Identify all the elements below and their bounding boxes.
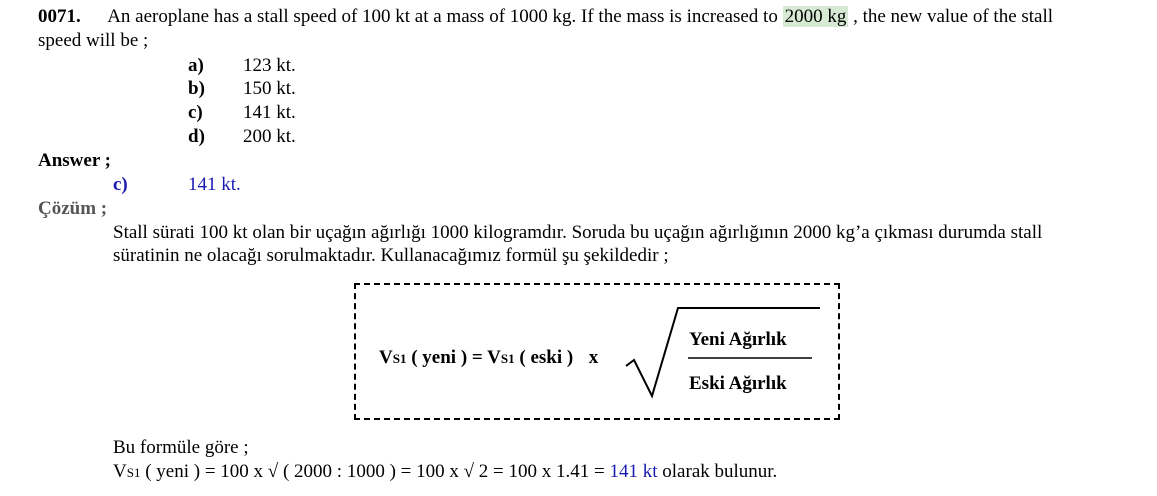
option-a-letter: a)	[188, 55, 204, 76]
option-b-letter: b)	[188, 78, 205, 99]
highlighted-mass: 2000 kg	[784, 6, 847, 27]
question-line-2: speed will be ;	[38, 30, 149, 51]
option-a-text: 123 kt.	[243, 55, 296, 76]
calc-v: V	[113, 461, 127, 482]
formula-v2: V	[487, 347, 501, 368]
solution-label: Çözüm ;	[38, 198, 108, 219]
calc-tail: olarak bulunur.	[657, 461, 778, 482]
question-text: An aeroplane has a stall speed of 100 kt at a mass of 1000 kg. If the mass is increased to	[107, 6, 783, 27]
formula-numerator: Yeni Ağırlık	[689, 329, 787, 350]
question-line-1	[38, 6, 1053, 28]
formula-s1-sub-2: S1	[500, 351, 515, 366]
formula-left	[379, 347, 598, 369]
calc-text: ( yeni ) = 100 x √ ( 2000 : 1000 ) = 100 x √ 2 = 100 x 1.41 =	[140, 461, 610, 482]
calc-s1-sub: S1	[126, 465, 141, 480]
answer-label: Answer ;	[38, 150, 112, 171]
formula-yeni: ( yeni ) =	[411, 347, 483, 368]
option-c-text: 141 kt.	[243, 102, 296, 123]
formula-denominator: Eski Ağırlık	[689, 373, 787, 394]
answer-text: 141 kt.	[188, 174, 241, 195]
question-number: 0071.	[38, 6, 81, 27]
formula-times: x	[588, 347, 599, 368]
option-c-letter: c)	[188, 102, 203, 123]
option-b-text: 150 kt.	[243, 78, 296, 99]
solution-paragraph-line-2: süratinin ne olacağı sorulmaktadır. Kullanacağımız formül şu şekildedir ;	[113, 245, 669, 266]
conclusion-line-1: Bu formüle göre ;	[113, 437, 249, 458]
option-d-letter: d)	[188, 126, 205, 147]
option-d-text: 200 kt.	[243, 126, 296, 147]
solution-paragraph-line-1: Stall sürati 100 kt olan bir uçağın ağırlığı 1000 kilogramdır. Soruda bu uçağın ağırlığının 2000 kg’a çıkması durumda stall	[113, 222, 1043, 243]
formula-eski: ( eski )	[519, 347, 574, 368]
formula-v: V	[379, 347, 393, 368]
formula-s1-sub: S1	[392, 351, 407, 366]
calculation-line	[113, 461, 777, 484]
calc-result: 141 kt	[609, 461, 658, 482]
answer-letter: c)	[113, 174, 128, 195]
question-text-tail: , the new value of the stall	[848, 6, 1054, 27]
